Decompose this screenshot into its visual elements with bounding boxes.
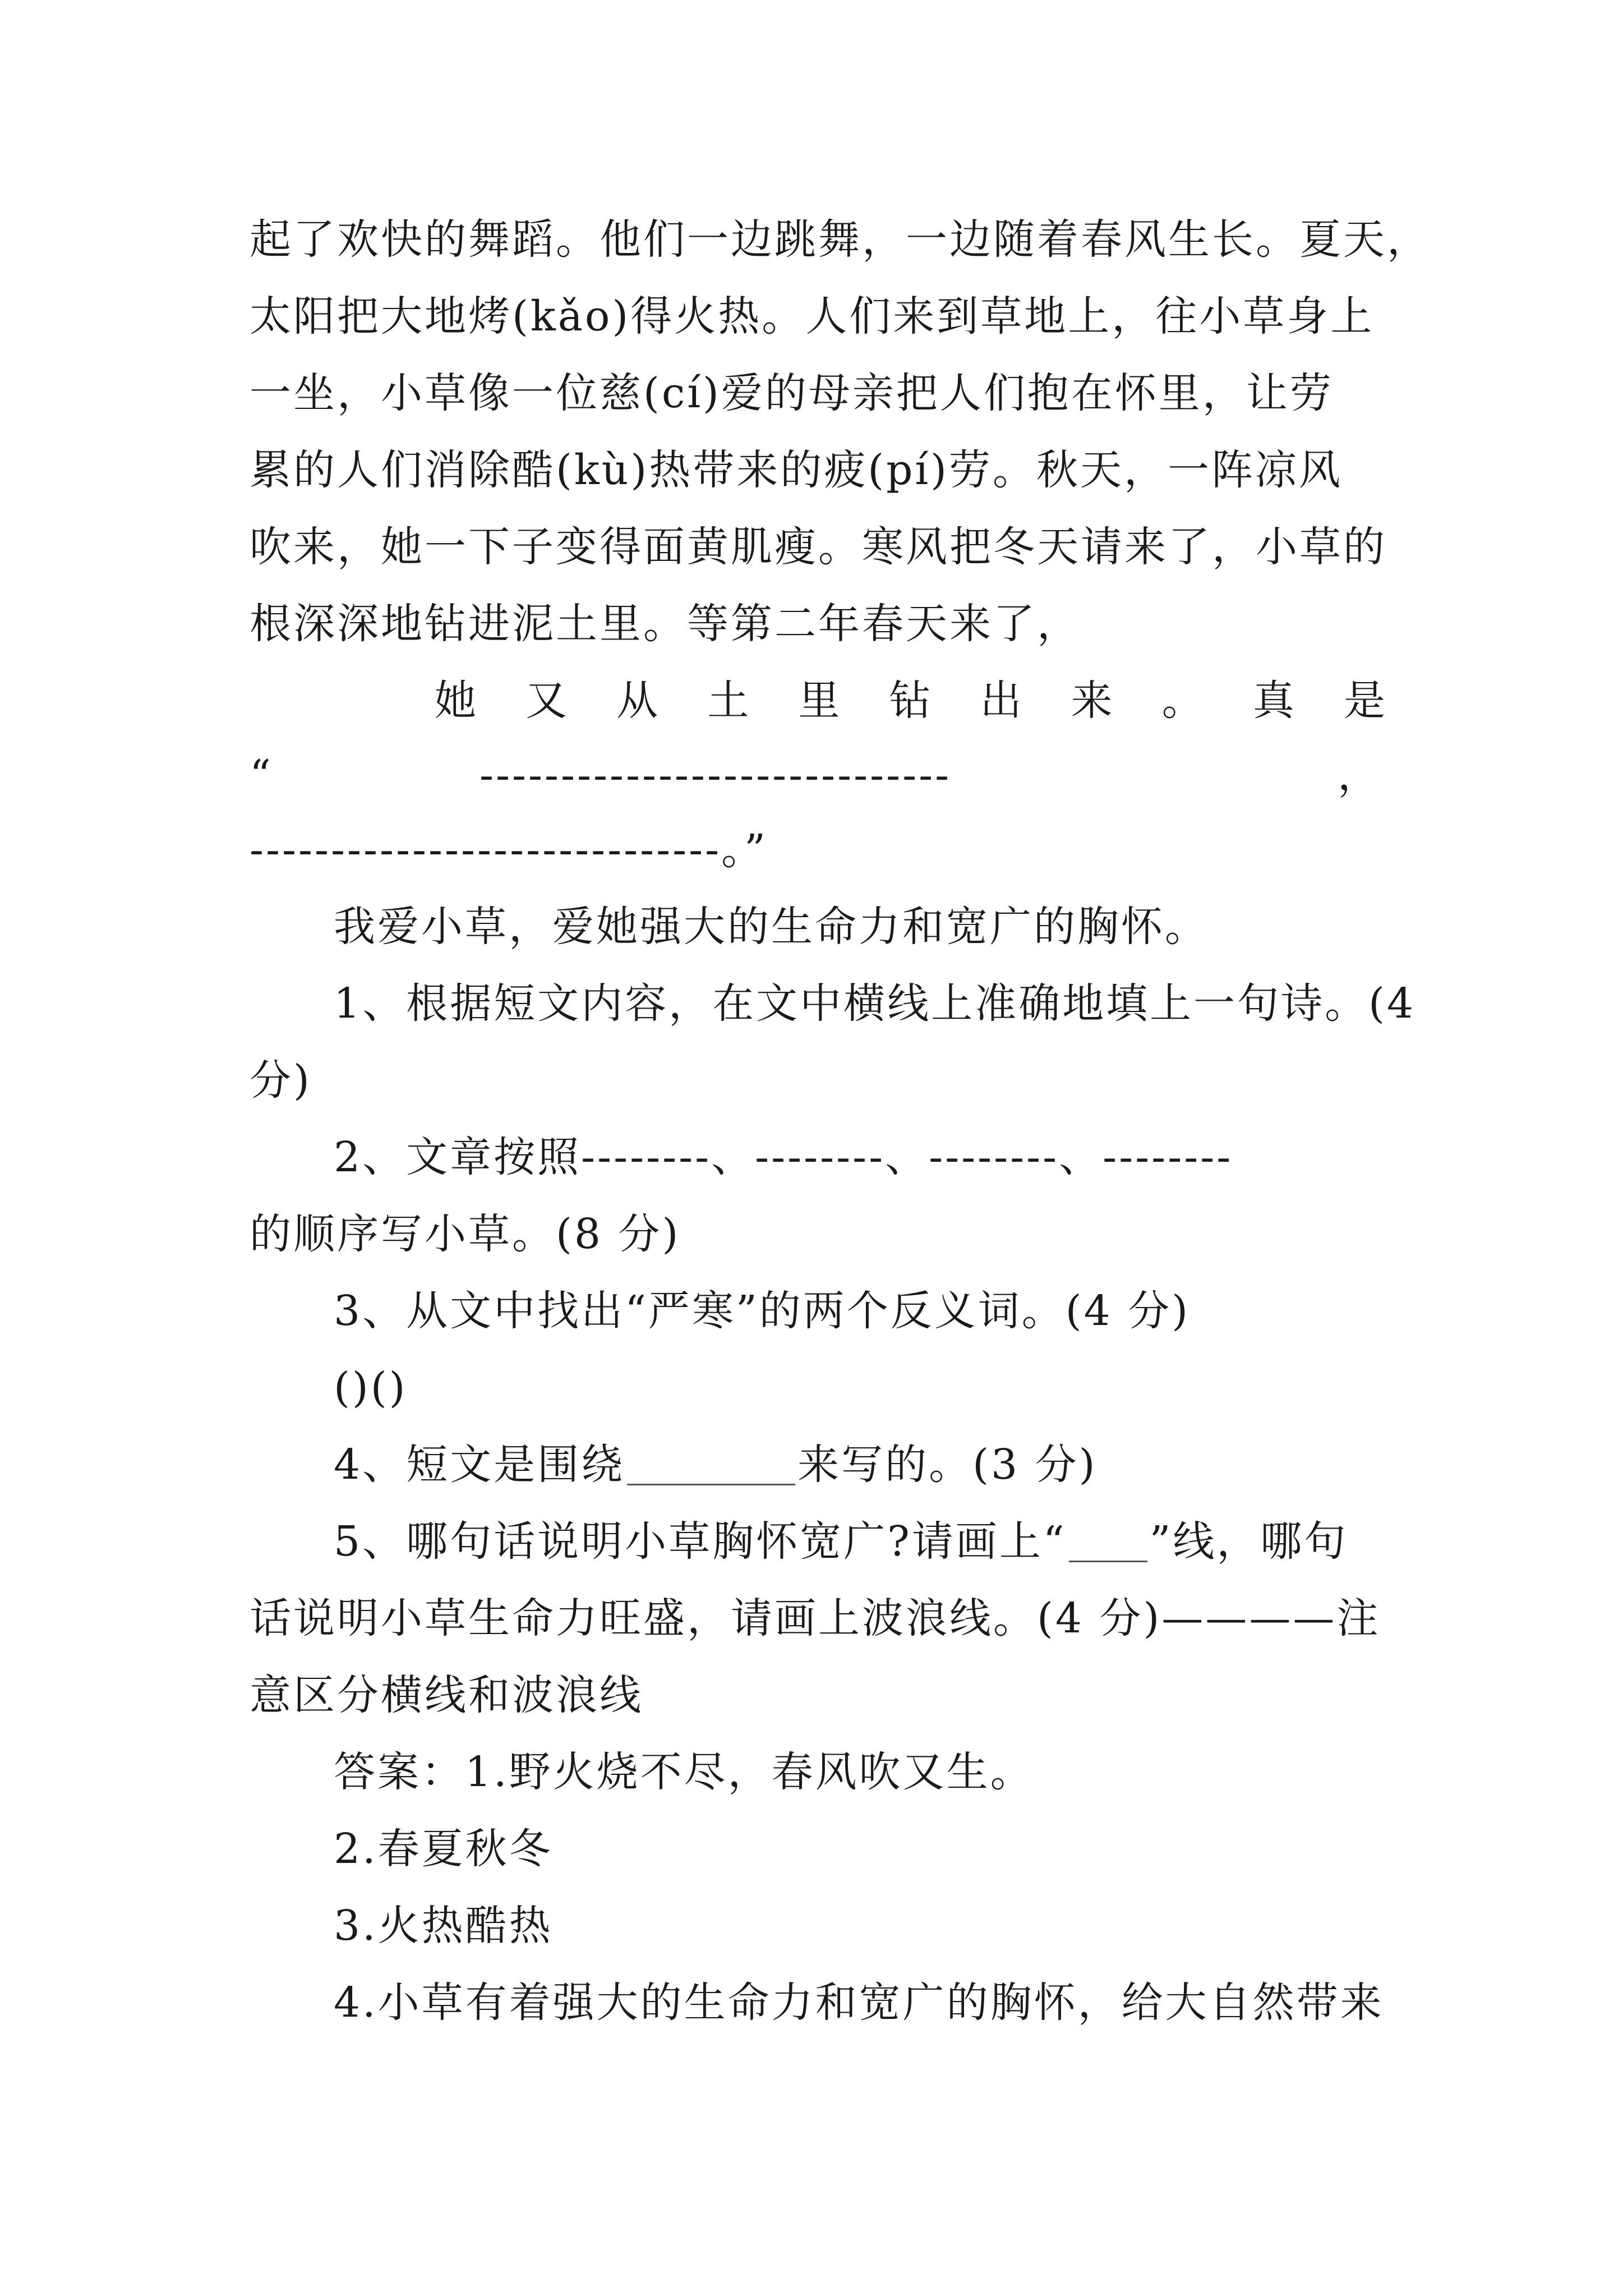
question-5-line-3: 意区分横线和波浪线	[250, 1671, 643, 1719]
passage-char: 从	[616, 677, 658, 725]
open-quote: “	[250, 751, 273, 799]
passage-line-10: 我爱小草，爱她强大的生命力和宽广的胸怀。	[334, 903, 1209, 951]
question-5-line-sample	[1069, 1527, 1147, 1562]
poem-blank-2: -----------------------------。”	[250, 826, 768, 874]
question-5-part-a: 5、哪句话说明小草胸怀宽广?请画上“	[334, 1517, 1067, 1566]
question-2-line-1: 2、文章按照--------、--------、--------、--------	[334, 1133, 1233, 1181]
question-4-prefix: 4、短文是围绕	[334, 1441, 625, 1489]
answer-4: 4.小草有着强大的生命力和宽广的胸怀，给大自然带来	[334, 1978, 1384, 2027]
question-5-line-1	[334, 1517, 1348, 1566]
poem-blank-1: -----------------------------	[479, 751, 952, 799]
passage-line-5: 吹来，她一下子变得面黄肌瘦。寒风把冬天请来了，小草的	[250, 523, 1387, 571]
question-3-line-2: ()()	[334, 1364, 408, 1412]
question-4-blank	[627, 1450, 795, 1485]
passage-char: 是	[1343, 677, 1385, 725]
passage-char: 里	[798, 677, 840, 725]
passage-char: 土	[707, 677, 749, 725]
passage-char: 出	[980, 677, 1022, 725]
question-3-line-1: 3、从文中找出“严寒”的两个反义词。(4 分)	[334, 1287, 1191, 1335]
passage-char: 又	[525, 677, 568, 725]
answer-2: 2.春夏秋冬	[334, 1825, 553, 1873]
comma: ，	[1338, 751, 1381, 799]
question-5-part-b: ”线，哪句	[1149, 1517, 1348, 1566]
question-4	[334, 1441, 1098, 1489]
passage-line-2: 太阳把大地烤(kǎo)得火热。人们来到草地上，往小草身上	[250, 292, 1375, 341]
answer-3: 3.火热酷热	[334, 1902, 553, 1950]
passage-char: 真	[1252, 677, 1294, 725]
question-1-line-2: 分)	[250, 1056, 312, 1105]
question-5-line-2: 话说明小草生命力旺盛，请画上波浪线。(4 分)————注	[250, 1594, 1381, 1642]
passage-char: 她	[435, 677, 476, 725]
question-2-line-2: 的顺序写小草。(8 分)	[250, 1210, 681, 1258]
passage-char: 。	[1161, 677, 1204, 725]
answer-1: 答案：1.野火烧不尽，春风吹又生。	[334, 1748, 1034, 1796]
passage-line-4: 累的人们消除酷(kù)热带来的疲(pí)劳。秋天，一阵凉风	[250, 446, 1343, 494]
question-1-line-1: 1、根据短文内容，在文中横线上准确地填上一句诗。(4	[334, 979, 1416, 1028]
passage-line-1: 起了欢快的舞蹈。他们一边跳舞，一边随着春风生长。夏天，	[250, 215, 1431, 264]
passage-line-6: 根深深地钻进泥土里。等第二年春天来了，	[250, 600, 1081, 648]
passage-line-3: 一坐，小草像一位慈(cí)爱的母亲把人们抱在怀里，让劳	[250, 369, 1334, 417]
passage-char: 来	[1071, 677, 1113, 725]
passage-char: 钻	[889, 677, 931, 725]
passage-line-7	[250, 677, 1385, 725]
question-4-suffix: 来写的。(3 分)	[797, 1441, 1098, 1489]
